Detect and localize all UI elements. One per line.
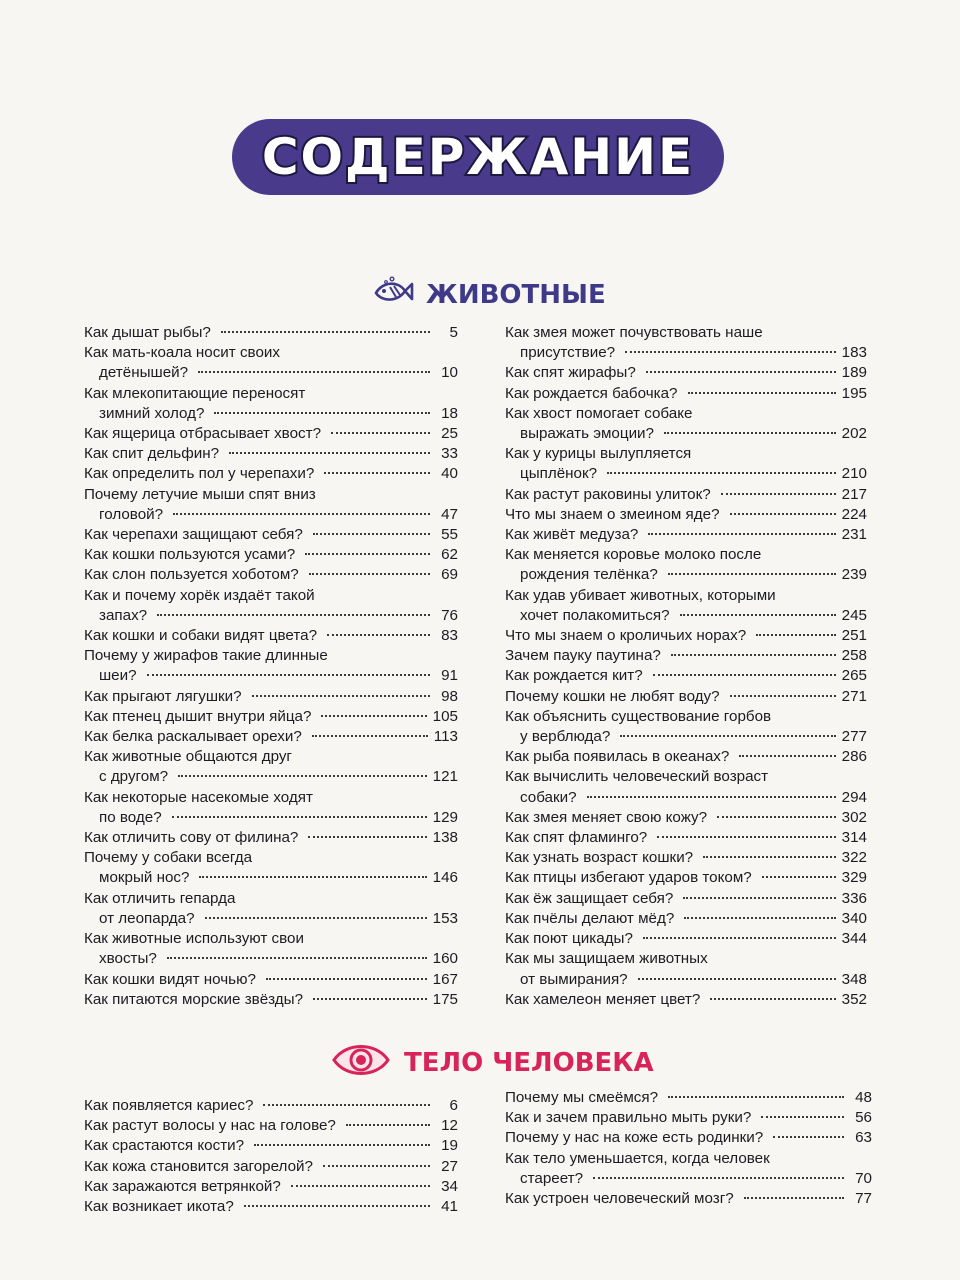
fish-icon: [372, 276, 414, 313]
toc-entry-title: цыплёнок?: [520, 465, 598, 483]
leader-dots: [643, 936, 836, 939]
toc-entry-title: Как отличить гепарда: [84, 889, 236, 907]
toc-entry-title: Как дышат рыбы?: [84, 324, 211, 341]
section-title-animals: ЖИВОТНЫЕ: [426, 279, 606, 310]
leader-dots: [664, 431, 836, 434]
toc-entry-page-number: 40: [441, 465, 458, 483]
toc-entry-page-number: 76: [441, 606, 458, 624]
toc-entry: [84, 1136, 458, 1156]
eye-icon: [330, 1040, 392, 1085]
toc-entry-page-number: 195: [841, 384, 867, 402]
toc-entry-page-number: 314: [841, 829, 867, 847]
leader-dots: [323, 1164, 430, 1167]
leader-dots: [620, 734, 835, 737]
toc-entry-page-number: 210: [841, 465, 867, 483]
toc-entry-page-number: 175: [432, 990, 458, 1008]
toc-entry-title: Как слон пользуется хоботом?: [84, 566, 299, 584]
toc-entry-title: Как рыба появилась в океанах?: [505, 748, 730, 766]
toc-entry-page-number: 340: [841, 909, 867, 927]
animals-toc-right-column: [505, 323, 867, 1010]
toc-entry: [505, 1088, 872, 1108]
toc-entry-page-number: 146: [432, 869, 458, 887]
toc-entry: [505, 767, 867, 807]
toc-entry-title: Как птицы избегают ударов током?: [505, 869, 752, 887]
toc-entry: [84, 464, 458, 484]
toc-entry: [505, 990, 867, 1010]
toc-entry-title: Почему у собаки всегда: [84, 849, 253, 867]
toc-entry: [505, 525, 867, 545]
leader-dots: [668, 1095, 844, 1098]
toc-entry-page-number: 286: [841, 748, 867, 766]
toc-entry-title: Как спят фламинго?: [505, 829, 648, 847]
toc-entry-page-number: 62: [441, 546, 458, 564]
toc-entry-title: Как спит дельфин?: [84, 445, 220, 463]
toc-entry-title: Как удав убивает животных, которыми: [505, 586, 776, 604]
leader-dots: [147, 673, 430, 676]
leader-dots: [744, 1196, 844, 1199]
toc-entry: [505, 868, 867, 888]
section-title-human-body: ТЕЛО ЧЕЛОВЕКА: [404, 1047, 654, 1078]
toc-entry-title: Как кошки видят ночью?: [84, 970, 256, 988]
toc-entry-title: шеи?: [99, 667, 137, 685]
leader-dots: [762, 875, 836, 878]
toc-entry-page-number: 121: [432, 768, 458, 786]
toc-entry-title: Как змея может почувствовать наше: [505, 324, 763, 341]
leader-dots: [653, 673, 836, 676]
body-toc-left-column: [84, 1096, 458, 1217]
leader-dots: [305, 552, 430, 555]
toc-entry-title: Как у курицы вылупляется: [505, 445, 692, 463]
toc-entry: [505, 505, 867, 525]
toc-entry-title: Почему мы смеёмся?: [505, 1089, 659, 1106]
toc-entry-page-number: 69: [441, 566, 458, 584]
leader-dots: [321, 714, 426, 717]
leader-dots: [668, 572, 836, 575]
toc-entry-title: Как отличить сову от филина?: [84, 829, 299, 847]
leader-dots: [199, 875, 426, 878]
toc-entry: [505, 747, 867, 767]
toc-entry: [84, 586, 458, 626]
toc-entry: [505, 545, 867, 585]
toc-entry: [505, 404, 867, 444]
toc-entry-page-number: 245: [841, 606, 867, 624]
toc-entry-title: Как поют цикады?: [505, 930, 633, 948]
toc-entry-title: Как растут раковины улиток?: [505, 485, 711, 503]
toc-entry: [505, 485, 867, 505]
toc-entry: [505, 848, 867, 868]
toc-entry: [84, 485, 458, 525]
toc-entry-page-number: 6: [449, 1097, 458, 1114]
toc-entry-title: собаки?: [520, 788, 577, 806]
toc-entry-page-number: 322: [841, 849, 867, 867]
leader-dots: [761, 1115, 844, 1118]
toc-entry-page-number: 98: [441, 687, 458, 705]
toc-entry-title: Почему у нас на коже есть родинки?: [505, 1129, 764, 1147]
leader-dots: [756, 633, 835, 636]
toc-entry: [505, 929, 867, 949]
toc-entry-title: Как мать-коала носит своих: [84, 344, 280, 362]
leader-dots: [327, 633, 430, 636]
toc-entry-page-number: 10: [441, 364, 458, 382]
leader-dots: [198, 370, 430, 373]
toc-entry-title: Как ёж защищает себя?: [505, 889, 674, 907]
toc-entry-page-number: 105: [432, 707, 458, 725]
toc-entry-title: Как заражаются ветрянкой?: [84, 1177, 281, 1195]
toc-entry: [84, 545, 458, 565]
toc-entry: [84, 565, 458, 585]
toc-entry-title: Как животные общаются друг: [84, 748, 292, 766]
toc-entry: [505, 666, 867, 686]
toc-entry-title: Как змея меняет свою кожу?: [505, 808, 708, 826]
toc-entry-page-number: 167: [432, 970, 458, 988]
toc-entry-page-number: 83: [441, 627, 458, 645]
toc-entry: [505, 889, 867, 909]
toc-entry: [84, 788, 458, 828]
toc-entry: [84, 889, 458, 929]
leader-dots: [308, 835, 426, 838]
toc-entry: [84, 828, 458, 848]
leader-dots: [739, 754, 835, 757]
toc-entry-title: стареет?: [520, 1169, 584, 1187]
toc-entry-page-number: 348: [841, 970, 867, 988]
leader-dots: [703, 855, 836, 858]
toc-entry-title: Как кожа становится загорелой?: [84, 1157, 313, 1175]
leader-dots: [167, 956, 427, 959]
leader-dots: [710, 997, 835, 1000]
toc-entry-page-number: 12: [441, 1117, 458, 1135]
toc-entry-title: хочет полакомиться?: [520, 606, 670, 624]
toc-entry: [84, 323, 458, 343]
toc-entry-title: по воде?: [99, 808, 162, 826]
toc-entry-title: Как прыгают лягушки?: [84, 687, 242, 705]
toc-entry: [84, 929, 458, 969]
toc-entry-page-number: 33: [441, 445, 458, 463]
toc-entry: [84, 384, 458, 424]
toc-entry: [505, 363, 867, 383]
leader-dots: [205, 916, 427, 919]
toc-entry-title: Как млекопитающие переносят: [84, 384, 306, 402]
toc-entry-page-number: 302: [841, 808, 867, 826]
toc-entry: [505, 1108, 872, 1128]
leader-dots: [680, 613, 836, 616]
toc-entry-title: зимний холод?: [99, 404, 205, 422]
toc-entry-title: Как рождается кит?: [505, 667, 643, 685]
toc-entry: [84, 1197, 458, 1217]
leader-dots: [263, 1103, 430, 1106]
toc-entry-page-number: 183: [841, 344, 867, 362]
leader-dots: [291, 1184, 430, 1187]
toc-entry-title: от вымирания?: [520, 970, 628, 988]
toc-entry: [505, 707, 867, 747]
toc-entry: [84, 707, 458, 727]
leader-dots: [254, 1143, 430, 1146]
toc-entry: [84, 1157, 458, 1177]
toc-entry-page-number: 271: [841, 687, 867, 705]
toc-entry-title: Почему кошки не любят воду?: [505, 687, 720, 705]
toc-entry-page-number: 160: [432, 950, 458, 968]
toc-entry: [505, 909, 867, 929]
toc-entry-page-number: 329: [841, 869, 867, 887]
toc-entry-page-number: 27: [441, 1157, 458, 1175]
toc-entry: [84, 970, 458, 990]
toc-entry: [505, 1149, 872, 1189]
leader-dots: [671, 653, 836, 656]
toc-entry-title: Как питаются морские звёзды?: [84, 990, 304, 1008]
leader-dots: [178, 774, 427, 777]
toc-entry-page-number: 41: [441, 1198, 458, 1216]
leader-dots: [646, 370, 836, 373]
toc-entry: [84, 1177, 458, 1197]
toc-entry-title: Как пчёлы делают мёд?: [505, 909, 675, 927]
toc-entry: [84, 687, 458, 707]
leader-dots: [657, 835, 835, 838]
toc-entry-title: Почему летучие мыши спят вниз: [84, 485, 316, 503]
toc-entry: [84, 626, 458, 646]
toc-entry-page-number: 336: [841, 889, 867, 907]
toc-entry: [84, 747, 458, 787]
toc-entry-title: Как кошки и собаки видят цвета?: [84, 627, 318, 645]
toc-entry-page-number: 48: [855, 1089, 872, 1106]
leader-dots: [324, 471, 430, 474]
toc-entry: [84, 424, 458, 444]
contents-title: СОДЕРЖАНИЕ: [261, 128, 695, 186]
toc-entry-page-number: 18: [441, 404, 458, 422]
toc-entry-page-number: 25: [441, 425, 458, 443]
leader-dots: [157, 613, 430, 616]
leader-dots: [313, 532, 430, 535]
toc-entry-page-number: 129: [432, 808, 458, 826]
toc-entry-page-number: 5: [449, 324, 458, 341]
toc-entry-title: Как определить пол у черепахи?: [84, 465, 315, 483]
toc-entry: [505, 1189, 872, 1209]
leader-dots: [773, 1135, 844, 1138]
toc-entry-page-number: 47: [441, 505, 458, 523]
toc-entry-title: Как птенец дышит внутри яйца?: [84, 707, 312, 725]
leader-dots: [221, 330, 430, 333]
toc-entry-title: Как и зачем правильно мыть руки?: [505, 1109, 752, 1127]
leader-dots: [313, 997, 427, 1000]
toc-entry: [505, 949, 867, 989]
toc-entry: [84, 343, 458, 383]
leader-dots: [730, 694, 836, 697]
toc-entry-page-number: 91: [441, 667, 458, 685]
toc-entry: [84, 848, 458, 888]
leader-dots: [346, 1123, 430, 1126]
toc-entry-title: Как растут волосы у нас на голове?: [84, 1117, 336, 1135]
section-heading-human-body: [330, 1040, 654, 1085]
toc-entry-title: Как узнать возраст кошки?: [505, 849, 694, 867]
toc-entry-title: Как возникает икота?: [84, 1198, 234, 1216]
toc-entry-page-number: 258: [841, 647, 867, 665]
toc-entry-page-number: 202: [841, 425, 867, 443]
toc-entry: [84, 444, 458, 464]
toc-entry-title: детёнышей?: [99, 364, 189, 382]
toc-entry-title: головой?: [99, 505, 164, 523]
toc-entry-title: Как черепахи защищают себя?: [84, 526, 303, 544]
leader-dots: [721, 492, 836, 495]
toc-entry-page-number: 34: [441, 1177, 458, 1195]
leader-dots: [312, 734, 428, 737]
toc-entry: [505, 687, 867, 707]
leader-dots: [266, 977, 427, 980]
toc-entry-page-number: 224: [841, 505, 867, 523]
toc-entry-title: запах?: [99, 606, 148, 624]
toc-entry-page-number: 294: [841, 788, 867, 806]
toc-entry-page-number: 239: [841, 566, 867, 584]
leader-dots: [309, 572, 430, 575]
toc-entry-title: у верблюда?: [520, 728, 611, 746]
toc-entry-title: Как кошки пользуются усами?: [84, 546, 296, 564]
toc-entry-title: Как рождается бабочка?: [505, 384, 678, 402]
toc-entry-title: Как появляется кариес?: [84, 1097, 254, 1114]
toc-entry: [84, 646, 458, 686]
toc-entry-title: Как меняется коровье молоко после: [505, 546, 762, 564]
toc-entry-title: Как животные используют свои: [84, 930, 304, 948]
toc-entry: [84, 525, 458, 545]
toc-entry-title: Как мы защищаем животных: [505, 950, 708, 968]
leader-dots: [172, 815, 427, 818]
toc-entry-page-number: 344: [841, 930, 867, 948]
toc-entry-page-number: 352: [841, 990, 867, 1008]
toc-entry-title: Как объяснить существование горбов: [505, 707, 772, 725]
toc-entry-page-number: 63: [855, 1129, 872, 1147]
toc-entry-title: Как и почему хорёк издаёт такой: [84, 586, 315, 604]
toc-entry: [505, 1128, 872, 1148]
toc-entry-page-number: 55: [441, 526, 458, 544]
toc-entry: [84, 990, 458, 1010]
animals-toc-left-column: [84, 323, 458, 1010]
toc-entry-page-number: 277: [841, 728, 867, 746]
toc-entry-page-number: 251: [841, 627, 867, 645]
toc-entry: [505, 646, 867, 666]
toc-entry-title: с другом?: [99, 768, 169, 786]
toc-entry-title: Как хамелеон меняет цвет?: [505, 990, 701, 1008]
leader-dots: [587, 795, 836, 798]
leader-dots: [688, 391, 836, 394]
toc-entry-page-number: 265: [841, 667, 867, 685]
toc-entry: [505, 444, 867, 484]
toc-entry-title: Что мы знаем о кроличьих норах?: [505, 627, 747, 645]
leader-dots: [684, 916, 835, 919]
toc-entry: [84, 1116, 458, 1136]
toc-entry: [84, 727, 458, 747]
toc-entry-title: Как вычислить человеческий возраст: [505, 768, 769, 786]
toc-entry-title: выражать эмоции?: [520, 425, 654, 443]
leader-dots: [638, 977, 836, 980]
toc-entry-page-number: 19: [441, 1137, 458, 1155]
toc-entry-title: Как ящерица отбрасывает хвост?: [84, 425, 322, 443]
leader-dots: [683, 896, 835, 899]
leader-dots: [625, 350, 836, 353]
leader-dots: [173, 512, 430, 515]
toc-entry-title: мокрый нос?: [99, 869, 190, 887]
toc-entry-page-number: 70: [855, 1169, 872, 1187]
toc-entry-page-number: 77: [855, 1190, 872, 1208]
toc-entry-title: Как белка раскалывает орехи?: [84, 728, 302, 746]
toc-entry-title: хвосты?: [99, 950, 157, 968]
toc-entry-title: присутствие?: [520, 344, 616, 362]
toc-entry-title: Как живёт медуза?: [505, 526, 639, 544]
leader-dots: [648, 532, 835, 535]
leader-dots: [252, 694, 430, 697]
toc-entry-title: Как устроен человеческий мозг?: [505, 1190, 734, 1208]
toc-entry-title: Как срастаются кости?: [84, 1137, 245, 1155]
contents-title-banner: [232, 119, 724, 195]
toc-entry: [84, 1096, 458, 1116]
body-toc-right-column: [505, 1088, 872, 1209]
toc-entry-page-number: 189: [841, 364, 867, 382]
toc-entry-page-number: 138: [432, 829, 458, 847]
toc-entry: [505, 626, 867, 646]
toc-entry-page-number: 113: [433, 728, 458, 746]
toc-entry-title: Как тело уменьшается, когда человек: [505, 1149, 770, 1167]
toc-entry-title: от леопарда?: [99, 909, 195, 927]
leader-dots: [717, 815, 836, 818]
toc-entry: [505, 323, 867, 363]
section-heading-animals: [372, 276, 606, 313]
leader-dots: [214, 411, 430, 414]
toc-entry-title: Как хвост помогает собаке: [505, 404, 693, 422]
toc-entry: [505, 384, 867, 404]
toc-entry-page-number: 231: [841, 526, 867, 544]
toc-entry-title: Почему у жирафов такие длинные: [84, 647, 328, 665]
toc-entry-page-number: 217: [841, 485, 867, 503]
toc-entry-title: Как спят жирафы?: [505, 364, 636, 382]
leader-dots: [607, 471, 836, 474]
leader-dots: [244, 1204, 430, 1207]
toc-entry: [505, 586, 867, 626]
leader-dots: [593, 1176, 844, 1179]
toc-entry-page-number: 56: [855, 1109, 872, 1127]
toc-entry-title: рождения телёнка?: [520, 566, 658, 584]
leader-dots: [730, 512, 836, 515]
toc-entry: [505, 808, 867, 828]
toc-entry-title: Как некоторые насекомые ходят: [84, 788, 313, 806]
toc-entry-page-number: 153: [432, 909, 458, 927]
leader-dots: [331, 431, 430, 434]
toc-entry-title: Что мы знаем о змеином яде?: [505, 505, 720, 523]
toc-entry-title: Зачем пауку паутина?: [505, 647, 661, 665]
toc-entry: [505, 828, 867, 848]
leader-dots: [229, 451, 430, 454]
